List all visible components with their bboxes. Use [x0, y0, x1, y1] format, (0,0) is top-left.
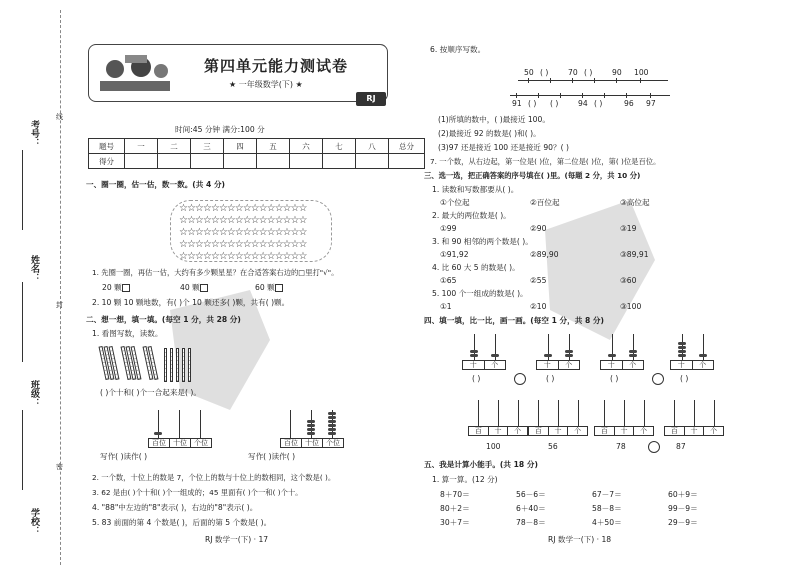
tick — [616, 78, 617, 83]
option-60 — [255, 283, 283, 293]
place-label: 个位 — [194, 439, 208, 447]
abacus-base-a — [462, 360, 506, 370]
abacus-bead — [678, 342, 686, 345]
binding-dashed-line — [60, 10, 61, 565]
s3-q3-opt[interactable]: ①91,92 — [440, 250, 469, 259]
abacus-bead — [491, 354, 499, 357]
q6-part1: (1)所填的数中，( )最接近 100。 — [438, 115, 550, 124]
number-line-1 — [518, 80, 668, 81]
value-87: 87 — [676, 442, 686, 451]
line2-blank[interactable]: ( ) — [528, 99, 537, 108]
calc-item: 58－8＝ — [592, 504, 622, 513]
abacus-bead — [678, 350, 686, 353]
abacus-bead — [565, 354, 573, 357]
score-input-cell[interactable] — [191, 154, 224, 169]
option-60-label: 60 颗 — [255, 283, 275, 292]
rj-badge: RJ — [356, 92, 386, 106]
line1-val: 90 — [612, 68, 622, 77]
write-read-2: 写作( )读作( ) — [248, 452, 296, 461]
calc-item: 6＋40＝ — [516, 504, 546, 513]
line2-blank[interactable]: ( ) — [594, 99, 603, 108]
section2-heading: 二、想一想，填一填。(每空 1 分，共 28 分) — [86, 315, 241, 324]
abacus-bead — [470, 350, 478, 353]
abacus-bead — [629, 350, 637, 353]
seal-char-seal: 封 — [56, 301, 63, 309]
s3-q4-opt[interactable]: ①65 — [440, 276, 457, 285]
abacus1-rod-tens — [179, 410, 180, 438]
rod — [624, 400, 625, 426]
answer-blank[interactable]: ( ) — [472, 374, 481, 383]
calc-item: 56－6＝ — [516, 490, 546, 499]
tick — [572, 78, 573, 83]
tick — [626, 93, 627, 98]
abacus-base-f — [528, 426, 588, 436]
rod — [478, 400, 479, 426]
page-footer-left: RJ 数学一(下) · 17 — [205, 535, 269, 544]
abacus-bead — [328, 424, 336, 427]
rod — [578, 400, 579, 426]
score-cell: 得分 — [89, 154, 125, 169]
place-label: 个 — [514, 427, 522, 435]
option-40 — [180, 283, 208, 293]
abacus1-rod-ones — [200, 410, 201, 438]
score-table — [88, 138, 425, 169]
rod — [644, 400, 645, 426]
checkbox-20[interactable] — [122, 284, 130, 292]
s3-q2-opt[interactable]: ③19 — [620, 224, 637, 233]
school-label: 学校： — [29, 508, 39, 535]
section2-q4: 4. "88"中左边的"8"表示( )，右边的"8"表示( )。 — [92, 503, 258, 512]
place-label: 十 — [489, 427, 509, 435]
place-label: 十位 — [302, 439, 323, 447]
s3-q3-opt[interactable]: ②89,90 — [530, 250, 559, 259]
score-cell: 一 — [125, 139, 158, 154]
single-stick — [176, 348, 179, 382]
abacus-bead — [154, 432, 162, 435]
rod — [714, 400, 715, 426]
single-stick — [164, 348, 167, 382]
calc-item: 8＋70＝ — [440, 490, 470, 499]
s3-q5-opt[interactable]: ③100 — [620, 302, 642, 311]
abacus2-base — [280, 438, 344, 448]
abacus-bead — [470, 354, 478, 357]
abacus-bead — [328, 428, 336, 431]
score-input-cell[interactable] — [125, 154, 158, 169]
line2-val: 94 — [578, 99, 588, 108]
score-cell: 五 — [257, 139, 290, 154]
checkbox-60[interactable] — [275, 284, 283, 292]
score-table-header-row — [89, 139, 425, 154]
abacus-bead — [678, 346, 686, 349]
section2-q3: 3. 62 是由( )个十和( )个一组成的；45 里面有( )个一和( )个十。 — [92, 488, 303, 497]
abacus-bead — [699, 354, 707, 357]
s3-q5-opt[interactable]: ①1 — [440, 302, 452, 311]
score-input-cell[interactable] — [323, 154, 356, 169]
line1-blank[interactable]: ( ) — [540, 68, 549, 77]
tick — [650, 93, 651, 98]
abacus-bead — [565, 350, 573, 353]
place-label: 个 — [565, 361, 573, 369]
s3-q5-opt[interactable]: ②10 — [530, 302, 547, 311]
tick — [538, 93, 539, 98]
s3-q3-opt[interactable]: ③89,91 — [620, 250, 649, 259]
section2-q2: 2. 一个数，十位上的数是 7，个位上的数与十位上的数相同，这个数是( )。 — [92, 473, 336, 482]
s3-q2: 2. 最大的两位数是( )。 — [432, 211, 511, 220]
abacus-bead — [328, 416, 336, 419]
name-line[interactable] — [22, 282, 23, 362]
score-input-cell[interactable] — [290, 154, 323, 169]
tick — [640, 78, 641, 83]
tick — [582, 93, 583, 98]
calc-item: 67－7＝ — [592, 490, 622, 499]
place-label: 个 — [574, 427, 582, 435]
s3-q2-opt[interactable]: ①99 — [440, 224, 457, 233]
checkbox-40[interactable] — [200, 284, 208, 292]
abacus-base-e — [468, 426, 528, 436]
s3-q1: 1. 读数和写数都要从( )。 — [432, 185, 519, 194]
place-label: 十 — [549, 427, 569, 435]
single-stick — [170, 348, 173, 382]
name-label: 姓名： — [29, 255, 39, 282]
exam-subtitle: ★ 一年级数学(下) ★ — [229, 80, 303, 89]
option-40-label: 40 颗 — [180, 283, 200, 292]
score-cell: 总分 — [389, 139, 425, 154]
s3-q1-opt[interactable]: ①个位起 — [440, 198, 470, 207]
number-line-2 — [510, 95, 670, 96]
classroom-illustration-icon — [95, 51, 175, 97]
s3-q1-opt[interactable]: ③高位起 — [620, 198, 650, 207]
s3-q2-opt[interactable]: ②90 — [530, 224, 547, 233]
place-label: 十 — [537, 361, 559, 369]
answer-blank[interactable]: ( ) — [680, 374, 689, 383]
tick — [516, 93, 517, 98]
place-label: 百 — [529, 427, 549, 435]
line2-val: 96 — [624, 99, 634, 108]
single-stick — [182, 348, 185, 382]
place-label: 百位 — [149, 439, 170, 447]
calc-item: 99－9＝ — [668, 504, 698, 513]
rod — [604, 400, 605, 426]
section3-heading: 三、选一选，把正确答案的序号填在( )里。(每题 2 分，共 10 分) — [424, 171, 641, 180]
calc-item: 29－9＝ — [668, 518, 698, 527]
s3-q5: 5. 100 个一组成的数是( )。 — [432, 289, 528, 298]
exam-no-line[interactable] — [22, 150, 23, 230]
compare-circle-1[interactable] — [514, 373, 526, 385]
line2-blank[interactable]: ( ) — [550, 99, 559, 108]
calc-item: 4＋50＝ — [592, 518, 622, 527]
section1-q1: 1. 先圈一圈，再估一估，大约有多少颗星星？在合适答案右边的□里打"√"。 — [92, 268, 339, 277]
score-cell: 二 — [158, 139, 191, 154]
exam-title: 第四单元能力测试卷 — [204, 57, 349, 75]
abacus-base-c — [600, 360, 644, 370]
abacus2-rod-hundreds — [290, 410, 291, 438]
place-label: 百位 — [281, 439, 302, 447]
class-label: 班级： — [29, 380, 39, 407]
s5-q1: 1. 算一算。(12 分) — [432, 475, 498, 484]
place-label: 百 — [469, 427, 489, 435]
calc-item: 78－8＝ — [516, 518, 546, 527]
abacus-base-h — [664, 426, 724, 436]
section4-heading: 四、填一填，比一比，画一画。(每空 1 分，共 8 分) — [424, 316, 604, 325]
answer-blank[interactable]: ( ) — [610, 374, 619, 383]
right-q6: 6. 按顺序写数。 — [430, 45, 486, 54]
section1-q2: 2. 10 颗 10 颗地数，有( )个 10 颗还多( )颗，共有( )颗。 — [92, 298, 290, 307]
abacus-bead — [307, 428, 315, 431]
watermark-right — [530, 190, 660, 350]
place-label: 个位 — [326, 439, 340, 447]
score-cell: 七 — [323, 139, 356, 154]
abacus-bead — [307, 420, 315, 423]
tick — [560, 93, 561, 98]
score-cell: 六 — [290, 139, 323, 154]
abacus-bead — [307, 432, 315, 435]
tick — [528, 78, 529, 83]
rod — [498, 400, 499, 426]
abacus-bead — [678, 354, 686, 357]
section2-q1: 1. 看图写数，读数。 — [92, 329, 163, 338]
calc-item: 80＋2＝ — [440, 504, 470, 513]
place-label: 十 — [615, 427, 635, 435]
place-label: 个 — [491, 361, 499, 369]
seal-char-dense: 密 — [56, 463, 63, 471]
place-label: 十 — [685, 427, 705, 435]
right-q7: 7. 一个数，从右边起，第一位是( )位，第二位是( )位，第( )位是百位。 — [430, 157, 661, 166]
value-100: 100 — [486, 442, 501, 451]
s3-q1-opt[interactable]: ②百位起 — [530, 198, 560, 207]
abacus-bead — [544, 354, 552, 357]
compare-circle-2[interactable] — [652, 373, 664, 385]
place-label: 个 — [629, 361, 637, 369]
score-cell: 八 — [356, 139, 389, 154]
line2-val: 97 — [646, 99, 656, 108]
seal-char-line: 线 — [56, 113, 63, 121]
abacus-base-b — [536, 360, 580, 370]
option-20 — [102, 283, 130, 293]
score-cell: 三 — [191, 139, 224, 154]
section1-heading: 一、圈一圈，估一估，数一数。(共 4 分) — [86, 180, 226, 189]
s3-q4: 4. 比 60 大 5 的数是( )。 — [432, 263, 520, 272]
option-20-label: 20 颗 — [102, 283, 122, 292]
tick — [550, 78, 551, 83]
abacus-bead — [608, 354, 616, 357]
value-56: 56 — [548, 442, 558, 451]
rod — [674, 400, 675, 426]
abacus-base-g — [594, 426, 654, 436]
abacus1-base — [148, 438, 212, 448]
tick — [604, 93, 605, 98]
write-read-1: 写作( )读作( ) — [100, 452, 148, 461]
line1-blank[interactable]: ( ) — [584, 68, 593, 77]
score-input-cell[interactable] — [224, 154, 257, 169]
stars-cluster: ☆☆☆☆☆☆☆☆☆☆☆☆☆☆☆☆ ☆☆☆☆☆☆☆☆☆☆☆☆☆☆☆☆ ☆☆☆☆☆☆☆☆☆☆☆☆☆☆☆☆ ☆☆☆☆☆☆☆☆☆☆☆☆☆☆☆☆ ☆☆☆☆☆☆☆☆☆☆☆☆☆☆☆☆ — [170, 200, 332, 262]
place-label: 十 — [463, 361, 485, 369]
s3-q4-opt[interactable]: ②55 — [530, 276, 547, 285]
exam-no-label: 考号： — [29, 120, 39, 147]
section5-heading: 五、我是计算小能手。(共 18 分) — [424, 460, 538, 469]
place-label: 个 — [710, 427, 718, 435]
rod — [538, 400, 539, 426]
answer-blank[interactable]: ( ) — [546, 374, 555, 383]
page-footer-right: RJ 数学一(下) · 18 — [548, 535, 612, 544]
header-box — [88, 44, 388, 102]
single-stick — [188, 348, 191, 382]
class-line[interactable] — [22, 410, 23, 490]
place-label: 十 — [671, 361, 693, 369]
s3-q3: 3. 和 90 相邻的两个数是( )。 — [432, 237, 533, 246]
s3-q4-opt[interactable]: ③60 — [620, 276, 637, 285]
calc-item: 30＋7＝ — [440, 518, 470, 527]
score-input-cell[interactable] — [389, 154, 425, 169]
abacus-bead — [328, 420, 336, 423]
q6-part2: (2)最接近 92 的数是( )和( )。 — [438, 129, 541, 138]
bundles-answer: ( )个十和( )个一合起来是( )。 — [100, 388, 201, 397]
abacus-bead — [328, 412, 336, 415]
rod — [694, 400, 695, 426]
score-cell: 题号 — [89, 139, 125, 154]
q6-part3: (3)97 还是接近 100 还是接近 90？( ) — [438, 143, 569, 152]
score-input-cell[interactable] — [257, 154, 290, 169]
score-cell: 四 — [224, 139, 257, 154]
score-table-score-row — [89, 154, 425, 169]
line1-val: 50 — [524, 68, 534, 77]
abacus-bead — [629, 354, 637, 357]
place-label: 个 — [640, 427, 648, 435]
place-label: 十位 — [170, 439, 191, 447]
abacus-bead — [307, 424, 315, 427]
rod — [558, 400, 559, 426]
value-78: 78 — [616, 442, 626, 451]
compare-circle-3[interactable] — [648, 441, 660, 453]
calc-item: 60＋9＝ — [668, 490, 698, 499]
abacus-bead — [328, 432, 336, 435]
score-input-cell[interactable] — [158, 154, 191, 169]
time-score: 时间:45 分钟 满分:100 分 — [175, 125, 265, 134]
line2-val: 91 — [512, 99, 522, 108]
section2-q5: 5. 83 前面的第 4 个数是( )，后面的第 5 个数是( )。 — [92, 518, 272, 527]
rod — [518, 400, 519, 426]
score-input-cell[interactable] — [356, 154, 389, 169]
line1-val: 70 — [568, 68, 578, 77]
place-label: 个 — [699, 361, 707, 369]
place-label: 百 — [665, 427, 685, 435]
place-label: 十 — [601, 361, 623, 369]
tick — [594, 78, 595, 83]
place-label: 百 — [595, 427, 615, 435]
abacus-base-d — [670, 360, 714, 370]
line1-val: 100 — [634, 68, 649, 77]
